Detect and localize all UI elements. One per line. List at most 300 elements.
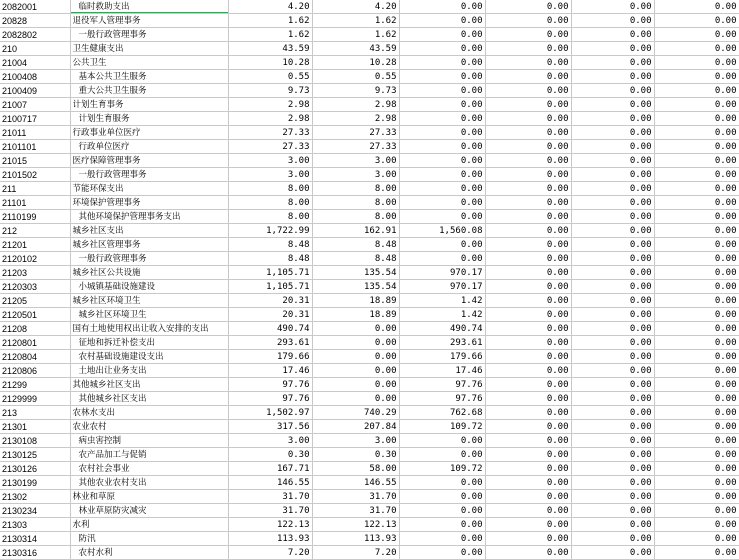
cell-col5[interactable]: 0.00 [571, 14, 654, 28]
cell-col6[interactable]: 0.00 [654, 504, 739, 518]
cell-col6[interactable]: 0.00 [654, 266, 739, 280]
cell-total[interactable]: 1.62 [228, 14, 312, 28]
table-row[interactable] [0, 322, 739, 336]
cell-name[interactable]: 农业农村 [70, 420, 228, 434]
table-row[interactable] [0, 434, 739, 448]
cell-col6[interactable]: 0.00 [654, 56, 739, 70]
cell-col4[interactable]: 0.00 [485, 238, 571, 252]
cell-name[interactable]: 城乡社区管理事务 [70, 238, 228, 252]
cell-code[interactable]: 2130199 [0, 476, 70, 490]
cell-col2[interactable]: 207.84 [312, 420, 399, 434]
cell-col4[interactable]: 0.00 [485, 168, 571, 182]
cell-code[interactable]: 2100717 [0, 112, 70, 126]
cell-col4[interactable]: 0.00 [485, 98, 571, 112]
cell-col6[interactable]: 0.00 [654, 182, 739, 196]
cell-col6[interactable]: 0.00 [654, 294, 739, 308]
cell-total[interactable]: 2.98 [228, 98, 312, 112]
cell-total[interactable]: 146.55 [228, 476, 312, 490]
table-row[interactable] [0, 70, 739, 84]
cell-code[interactable]: 212 [0, 224, 70, 238]
cell-total[interactable]: 0.30 [228, 448, 312, 462]
cell-name[interactable]: 一般行政管理事务 [70, 28, 228, 42]
cell-col2[interactable]: 8.00 [312, 196, 399, 210]
cell-col4[interactable]: 0.00 [485, 70, 571, 84]
cell-col4[interactable]: 0.00 [485, 308, 571, 322]
cell-code[interactable]: 210 [0, 42, 70, 56]
cell-col2[interactable]: 43.59 [312, 42, 399, 56]
cell-code[interactable]: 21302 [0, 490, 70, 504]
table-row[interactable] [0, 182, 739, 196]
cell-col5[interactable]: 0.00 [571, 182, 654, 196]
cell-col2[interactable]: 122.13 [312, 518, 399, 532]
cell-col3[interactable]: 0.00 [399, 518, 485, 532]
cell-total[interactable]: 8.48 [228, 238, 312, 252]
cell-col4[interactable]: 0.00 [485, 126, 571, 140]
cell-col6[interactable]: 0.00 [654, 112, 739, 126]
cell-total[interactable]: 1,502.97 [228, 406, 312, 420]
cell-col2[interactable]: 0.55 [312, 70, 399, 84]
cell-col4[interactable]: 0.00 [485, 294, 571, 308]
cell-total[interactable]: 3.00 [228, 154, 312, 168]
cell-col3[interactable]: 0.00 [399, 0, 485, 14]
cell-col5[interactable]: 0.00 [571, 392, 654, 406]
cell-col6[interactable]: 0.00 [654, 546, 739, 560]
cell-col3[interactable]: 0.00 [399, 210, 485, 224]
table-row[interactable] [0, 462, 739, 476]
cell-col5[interactable]: 0.00 [571, 322, 654, 336]
cell-code[interactable]: 21301 [0, 420, 70, 434]
cell-col6[interactable]: 0.00 [654, 336, 739, 350]
cell-col5[interactable]: 0.00 [571, 42, 654, 56]
cell-col5[interactable]: 0.00 [571, 280, 654, 294]
cell-col5[interactable]: 0.00 [571, 0, 654, 14]
cell-total[interactable]: 8.00 [228, 182, 312, 196]
cell-col6[interactable]: 0.00 [654, 238, 739, 252]
table-row[interactable] [0, 504, 739, 518]
cell-code[interactable]: 21299 [0, 378, 70, 392]
table-row[interactable] [0, 308, 739, 322]
cell-code[interactable]: 2130316 [0, 546, 70, 560]
cell-col5[interactable]: 0.00 [571, 126, 654, 140]
cell-col3[interactable]: 179.66 [399, 350, 485, 364]
cell-name[interactable]: 计划生育服务 [70, 112, 228, 126]
cell-col5[interactable]: 0.00 [571, 448, 654, 462]
cell-col4[interactable]: 0.00 [485, 532, 571, 546]
cell-col5[interactable]: 0.00 [571, 224, 654, 238]
cell-col3[interactable]: 0.00 [399, 70, 485, 84]
cell-col5[interactable]: 0.00 [571, 350, 654, 364]
cell-col6[interactable]: 0.00 [654, 434, 739, 448]
cell-col6[interactable]: 0.00 [654, 224, 739, 238]
cell-name[interactable]: 医疗保障管理事务 [70, 154, 228, 168]
cell-total[interactable]: 27.33 [228, 140, 312, 154]
cell-col2[interactable]: 146.55 [312, 476, 399, 490]
cell-col2[interactable]: 8.48 [312, 238, 399, 252]
cell-col4[interactable]: 0.00 [485, 42, 571, 56]
table-row[interactable] [0, 490, 739, 504]
cell-col4[interactable]: 0.00 [485, 546, 571, 560]
cell-col2[interactable]: 0.00 [312, 378, 399, 392]
cell-total[interactable]: 1,722.99 [228, 224, 312, 238]
table-row[interactable] [0, 42, 739, 56]
table-row[interactable] [0, 518, 739, 532]
cell-col3[interactable]: 0.00 [399, 98, 485, 112]
table-row[interactable] [0, 56, 739, 70]
cell-col3[interactable]: 0.00 [399, 84, 485, 98]
table-row[interactable] [0, 280, 739, 294]
table-row[interactable] [0, 238, 739, 252]
cell-col2[interactable]: 0.00 [312, 336, 399, 350]
cell-col2[interactable]: 31.70 [312, 504, 399, 518]
cell-col4[interactable]: 0.00 [485, 140, 571, 154]
cell-name[interactable]: 行政事业单位医疗 [70, 126, 228, 140]
cell-col2[interactable]: 3.00 [312, 434, 399, 448]
cell-name[interactable]: 退役军人管理事务 [70, 14, 228, 28]
cell-col2[interactable]: 3.00 [312, 168, 399, 182]
cell-col6[interactable]: 0.00 [654, 280, 739, 294]
cell-code[interactable]: 21007 [0, 98, 70, 112]
cell-col5[interactable]: 0.00 [571, 490, 654, 504]
cell-name[interactable]: 其他环境保护管理事务支出 [70, 210, 228, 224]
cell-col6[interactable]: 0.00 [654, 126, 739, 140]
cell-col4[interactable]: 0.00 [485, 224, 571, 238]
cell-name[interactable]: 病虫害控制 [70, 434, 228, 448]
cell-total[interactable]: 0.55 [228, 70, 312, 84]
table-row[interactable] [0, 28, 739, 42]
cell-code[interactable]: 21011 [0, 126, 70, 140]
cell-total[interactable]: 20.31 [228, 294, 312, 308]
cell-col6[interactable]: 0.00 [654, 154, 739, 168]
cell-col5[interactable]: 0.00 [571, 434, 654, 448]
cell-col6[interactable]: 0.00 [654, 14, 739, 28]
cell-col5[interactable]: 0.00 [571, 406, 654, 420]
cell-col3[interactable]: 0.00 [399, 168, 485, 182]
table-row[interactable] [0, 224, 739, 238]
table-row[interactable] [0, 350, 739, 364]
cell-code[interactable]: 2130314 [0, 532, 70, 546]
cell-name[interactable]: 林业草原防灾减灾 [70, 504, 228, 518]
cell-col2[interactable]: 8.48 [312, 252, 399, 266]
cell-name[interactable]: 基本公共卫生服务 [70, 70, 228, 84]
cell-code[interactable]: 213 [0, 406, 70, 420]
table-row[interactable] [0, 126, 739, 140]
cell-name[interactable]: 农村社会事业 [70, 462, 228, 476]
cell-col2[interactable]: 740.29 [312, 406, 399, 420]
cell-col3[interactable]: 970.17 [399, 280, 485, 294]
cell-col5[interactable]: 0.00 [571, 70, 654, 84]
table-row[interactable] [0, 196, 739, 210]
cell-col3[interactable]: 97.76 [399, 378, 485, 392]
table-row[interactable] [0, 448, 739, 462]
cell-col5[interactable]: 0.00 [571, 420, 654, 434]
cell-col2[interactable]: 135.54 [312, 280, 399, 294]
cell-name[interactable]: 其他城乡社区支出 [70, 378, 228, 392]
cell-col5[interactable]: 0.00 [571, 518, 654, 532]
cell-col3[interactable]: 0.00 [399, 490, 485, 504]
cell-col4[interactable]: 0.00 [485, 14, 571, 28]
cell-total[interactable]: 7.20 [228, 546, 312, 560]
cell-col2[interactable]: 4.20 [312, 0, 399, 14]
cell-col3[interactable]: 0.00 [399, 112, 485, 126]
cell-col3[interactable]: 0.00 [399, 196, 485, 210]
cell-col6[interactable]: 0.00 [654, 518, 739, 532]
table-row[interactable] [0, 378, 739, 392]
cell-name[interactable]: 小城镇基础设施建设 [70, 280, 228, 294]
table-row[interactable] [0, 546, 739, 560]
table-row[interactable] [0, 98, 739, 112]
cell-col2[interactable]: 10.28 [312, 56, 399, 70]
cell-col6[interactable]: 0.00 [654, 532, 739, 546]
cell-code[interactable]: 21203 [0, 266, 70, 280]
cell-name[interactable]: 土地出让业务支出 [70, 364, 228, 378]
table-row[interactable] [0, 210, 739, 224]
cell-col3[interactable]: 17.46 [399, 364, 485, 378]
cell-col3[interactable]: 0.00 [399, 42, 485, 56]
cell-name[interactable]: 临时救助支出 [70, 0, 228, 14]
cell-col6[interactable]: 0.00 [654, 98, 739, 112]
cell-name[interactable]: 城乡社区环境卫生 [70, 294, 228, 308]
cell-col5[interactable]: 0.00 [571, 252, 654, 266]
cell-code[interactable]: 21201 [0, 238, 70, 252]
cell-name[interactable]: 林业和草原 [70, 490, 228, 504]
table-row[interactable] [0, 294, 739, 308]
cell-col2[interactable]: 0.00 [312, 364, 399, 378]
cell-code[interactable]: 2100409 [0, 84, 70, 98]
cell-col4[interactable]: 0.00 [485, 196, 571, 210]
cell-col2[interactable]: 135.54 [312, 266, 399, 280]
cell-col5[interactable]: 0.00 [571, 336, 654, 350]
cell-name[interactable]: 农产品加工与促销 [70, 448, 228, 462]
cell-col2[interactable]: 27.33 [312, 126, 399, 140]
cell-code[interactable]: 2110199 [0, 210, 70, 224]
cell-code[interactable]: 21208 [0, 322, 70, 336]
table-row[interactable] [0, 112, 739, 126]
cell-code[interactable]: 2120804 [0, 350, 70, 364]
cell-col6[interactable]: 0.00 [654, 476, 739, 490]
cell-col6[interactable]: 0.00 [654, 448, 739, 462]
cell-name[interactable]: 重大公共卫生服务 [70, 84, 228, 98]
cell-total[interactable]: 167.71 [228, 462, 312, 476]
cell-col3[interactable]: 97.76 [399, 392, 485, 406]
cell-col6[interactable]: 0.00 [654, 392, 739, 406]
cell-name[interactable]: 农林水支出 [70, 406, 228, 420]
cell-col6[interactable]: 0.00 [654, 28, 739, 42]
cell-name[interactable]: 防汛 [70, 532, 228, 546]
cell-col4[interactable]: 0.00 [485, 84, 571, 98]
cell-col6[interactable]: 0.00 [654, 406, 739, 420]
table-row[interactable] [0, 476, 739, 490]
table-row[interactable] [0, 532, 739, 546]
cell-name[interactable]: 城乡社区公共设施 [70, 266, 228, 280]
cell-total[interactable]: 113.93 [228, 532, 312, 546]
cell-col2[interactable]: 18.89 [312, 308, 399, 322]
table-row[interactable] [0, 154, 739, 168]
cell-col4[interactable]: 0.00 [485, 56, 571, 70]
cell-col4[interactable]: 0.00 [485, 518, 571, 532]
cell-col3[interactable]: 762.68 [399, 406, 485, 420]
cell-col6[interactable]: 0.00 [654, 196, 739, 210]
cell-total[interactable]: 8.48 [228, 252, 312, 266]
cell-code[interactable]: 211 [0, 182, 70, 196]
cell-code[interactable]: 2130126 [0, 462, 70, 476]
cell-name[interactable]: 环境保护管理事务 [70, 196, 228, 210]
cell-col4[interactable]: 0.00 [485, 490, 571, 504]
cell-col5[interactable]: 0.00 [571, 378, 654, 392]
cell-col6[interactable]: 0.00 [654, 210, 739, 224]
cell-col2[interactable]: 18.89 [312, 294, 399, 308]
cell-col4[interactable]: 0.00 [485, 0, 571, 14]
cell-name[interactable]: 征地和拆迁补偿支出 [70, 336, 228, 350]
cell-total[interactable]: 20.31 [228, 308, 312, 322]
cell-col2[interactable]: 2.98 [312, 112, 399, 126]
cell-total[interactable]: 31.70 [228, 504, 312, 518]
cell-col6[interactable]: 0.00 [654, 70, 739, 84]
cell-col2[interactable]: 1.62 [312, 28, 399, 42]
cell-code[interactable]: 2130108 [0, 434, 70, 448]
cell-name[interactable]: 城乡社区支出 [70, 224, 228, 238]
cell-col6[interactable]: 0.00 [654, 322, 739, 336]
cell-code[interactable]: 21004 [0, 56, 70, 70]
cell-col5[interactable]: 0.00 [571, 476, 654, 490]
cell-name[interactable]: 卫生健康支出 [70, 42, 228, 56]
cell-col3[interactable]: 0.00 [399, 238, 485, 252]
table-row[interactable] [0, 392, 739, 406]
cell-col6[interactable]: 0.00 [654, 308, 739, 322]
cell-name[interactable]: 城乡社区环境卫生 [70, 308, 228, 322]
cell-total[interactable]: 43.59 [228, 42, 312, 56]
table-row[interactable] [0, 364, 739, 378]
cell-col5[interactable]: 0.00 [571, 84, 654, 98]
cell-col4[interactable]: 0.00 [485, 392, 571, 406]
cell-col4[interactable]: 0.00 [485, 364, 571, 378]
cell-col4[interactable]: 0.00 [485, 476, 571, 490]
cell-col4[interactable]: 0.00 [485, 182, 571, 196]
cell-total[interactable]: 1.62 [228, 28, 312, 42]
cell-col6[interactable]: 0.00 [654, 364, 739, 378]
cell-code[interactable]: 2082802 [0, 28, 70, 42]
cell-col6[interactable]: 0.00 [654, 490, 739, 504]
table-row[interactable] [0, 406, 739, 420]
cell-col6[interactable]: 0.00 [654, 252, 739, 266]
cell-col4[interactable]: 0.00 [485, 154, 571, 168]
cell-col4[interactable]: 0.00 [485, 112, 571, 126]
cell-col2[interactable]: 3.00 [312, 154, 399, 168]
cell-col2[interactable]: 0.00 [312, 322, 399, 336]
cell-col2[interactable]: 0.30 [312, 448, 399, 462]
cell-col2[interactable]: 0.00 [312, 392, 399, 406]
cell-code[interactable]: 2120806 [0, 364, 70, 378]
cell-total[interactable]: 293.61 [228, 336, 312, 350]
cell-name[interactable]: 其他农业农村支出 [70, 476, 228, 490]
cell-col6[interactable]: 0.00 [654, 0, 739, 14]
cell-col5[interactable]: 0.00 [571, 140, 654, 154]
cell-code[interactable]: 2120501 [0, 308, 70, 322]
table-row[interactable] [0, 266, 739, 280]
cell-col2[interactable]: 0.00 [312, 350, 399, 364]
cell-col4[interactable]: 0.00 [485, 462, 571, 476]
cell-code[interactable]: 2130125 [0, 448, 70, 462]
cell-col5[interactable]: 0.00 [571, 462, 654, 476]
cell-col2[interactable]: 2.98 [312, 98, 399, 112]
cell-col5[interactable]: 0.00 [571, 168, 654, 182]
table-row[interactable] [0, 14, 739, 28]
cell-col5[interactable]: 0.00 [571, 112, 654, 126]
cell-col3[interactable]: 970.17 [399, 266, 485, 280]
cell-col5[interactable]: 0.00 [571, 238, 654, 252]
cell-col3[interactable]: 0.00 [399, 126, 485, 140]
cell-code[interactable]: 2129999 [0, 392, 70, 406]
cell-col4[interactable]: 0.00 [485, 378, 571, 392]
cell-code[interactable]: 2101502 [0, 168, 70, 182]
cell-total[interactable]: 31.70 [228, 490, 312, 504]
cell-total[interactable]: 8.00 [228, 196, 312, 210]
cell-col6[interactable]: 0.00 [654, 420, 739, 434]
cell-col3[interactable]: 1.42 [399, 294, 485, 308]
cell-code[interactable]: 2120801 [0, 336, 70, 350]
cell-col3[interactable]: 109.72 [399, 462, 485, 476]
table-row[interactable] [0, 84, 739, 98]
cell-total[interactable]: 17.46 [228, 364, 312, 378]
cell-total[interactable]: 3.00 [228, 168, 312, 182]
cell-col4[interactable]: 0.00 [485, 434, 571, 448]
cell-code[interactable]: 2082001 [0, 0, 70, 14]
cell-col5[interactable]: 0.00 [571, 154, 654, 168]
cell-col3[interactable]: 1.42 [399, 308, 485, 322]
cell-total[interactable]: 8.00 [228, 210, 312, 224]
cell-name[interactable]: 公共卫生 [70, 56, 228, 70]
cell-col6[interactable]: 0.00 [654, 42, 739, 56]
cell-col2[interactable]: 7.20 [312, 546, 399, 560]
cell-col5[interactable]: 0.00 [571, 504, 654, 518]
cell-total[interactable]: 1,105.71 [228, 266, 312, 280]
cell-col3[interactable]: 0.00 [399, 56, 485, 70]
cell-col5[interactable]: 0.00 [571, 364, 654, 378]
cell-code[interactable]: 21101 [0, 196, 70, 210]
cell-col3[interactable]: 293.61 [399, 336, 485, 350]
cell-name[interactable]: 一般行政管理事务 [70, 252, 228, 266]
cell-total[interactable]: 122.13 [228, 518, 312, 532]
cell-name[interactable]: 农村水利 [70, 546, 228, 560]
cell-col2[interactable]: 1.62 [312, 14, 399, 28]
cell-col4[interactable]: 0.00 [485, 420, 571, 434]
cell-name[interactable]: 节能环保支出 [70, 182, 228, 196]
cell-col3[interactable]: 0.00 [399, 140, 485, 154]
table-row[interactable] [0, 0, 739, 14]
cell-code[interactable]: 2120303 [0, 280, 70, 294]
cell-name[interactable]: 计划生育事务 [70, 98, 228, 112]
cell-total[interactable]: 9.73 [228, 84, 312, 98]
cell-total[interactable]: 4.20 [228, 0, 312, 14]
cell-col2[interactable]: 162.91 [312, 224, 399, 238]
cell-col5[interactable]: 0.00 [571, 28, 654, 42]
cell-col3[interactable]: 0.00 [399, 28, 485, 42]
cell-code[interactable]: 21303 [0, 518, 70, 532]
table-row[interactable] [0, 336, 739, 350]
cell-total[interactable]: 317.56 [228, 420, 312, 434]
cell-col5[interactable]: 0.00 [571, 294, 654, 308]
cell-col4[interactable]: 0.00 [485, 504, 571, 518]
cell-col2[interactable]: 9.73 [312, 84, 399, 98]
cell-col4[interactable]: 0.00 [485, 210, 571, 224]
table-row[interactable] [0, 168, 739, 182]
table-row[interactable] [0, 252, 739, 266]
cell-name[interactable]: 其他城乡社区支出 [70, 392, 228, 406]
cell-col6[interactable]: 0.00 [654, 462, 739, 476]
cell-col2[interactable]: 27.33 [312, 140, 399, 154]
table-row[interactable] [0, 420, 739, 434]
cell-col4[interactable]: 0.00 [485, 350, 571, 364]
cell-col6[interactable]: 0.00 [654, 84, 739, 98]
